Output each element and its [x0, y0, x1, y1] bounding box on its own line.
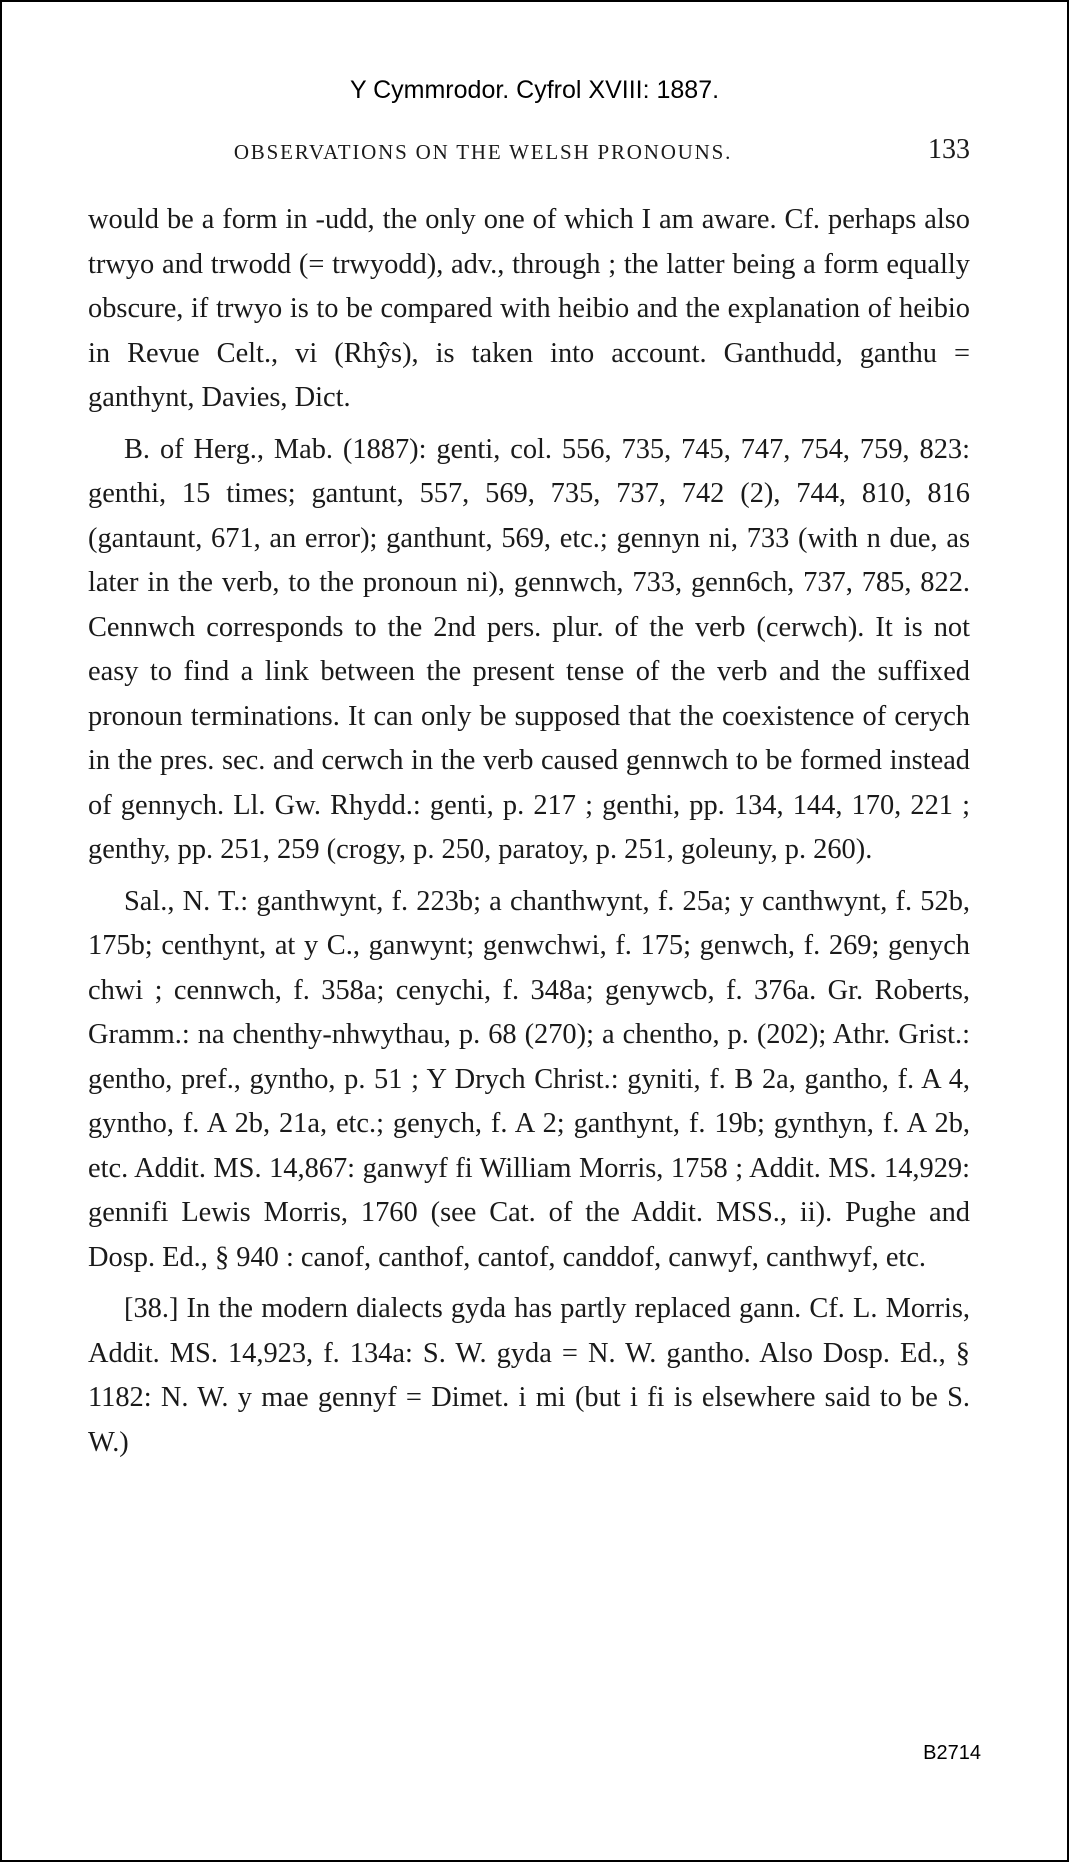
- catalog-number: B2714: [923, 1742, 981, 1764]
- body-text: [88, 198, 970, 1465]
- running-head-title: OBSERVATIONS ON THE WELSH PRONOUNS.: [233, 140, 733, 164]
- archive-title: Y Cymmrodor. Cyfrol XVIII: 1887.: [349, 76, 720, 104]
- paragraph-2: B. of Herg., Mab. (1887): genti, col. 556, 735, 745, 747, 754, 759, 823: genthi, 15 times; gantunt, 557, 569, 735, 737, 742 (2), 744, 810, 816 (gantaunt, 671, an error); ganthunt, 569, etc.; gennyn ni, 733 (with n due, as later in the verb, to the pronoun ni), gennwch, 733, genn6ch, 737, 785, 822. Cennwch corresponds to the 2nd pers. plur. of the verb (cerwch). It is not easy to find a link between the present tense of the verb and the suffixed pronoun terminations. It can only be supposed that the coexistence of cerych in the pres. sec. and cerwch in the verb caused gennwch to be formed instead of gennych. Ll. Gw. Rhydd.: genti, p. 217 ; genthi, pp. 134, 144, 170, 221 ; genthy, pp. 251, 259 (crogy, p. 250, paratoy, p. 251, goleuny, p. 260).: [88, 433, 970, 865]
- paragraph-4: [38.] In the modern dialects gyda has partly replaced gann. Cf. L. Morris, Addit. MS. 14,923, f. 134a: S. W. gyda = N. W. gantho. Also Dosp. Ed., § 1182: N. W. y mae gennyf = Dimet. i mi (but i fi is elsewhere said to be S. W.): [88, 1293, 970, 1458]
- paragraph-3: Sal., N. T.: ganthwynt, f. 223b; a chanthwynt, f. 25a; y canthwynt, f. 52b, 175b; centhynt, at y C., ganwynt; genwchwi, f. 175; genwch, f. 269; genych chwi ; cennwch, f. 358a; cenychi, f. 348a; genywcb, f. 376a. Gr. Roberts, Gramm.: na chenthy-nhwythau, p. 68 (270); a chentho, p. (202); Athr. Grist.: gentho, pref., gyntho, p. 51 ; Y Drych Christ.: gyniti, f. B 2a, gantho, f. A 4, gyntho, f. A 2b, 21a, etc.; genych, f. A 2; ganthynt, f. 19b; gynthyn, f. A 2b, etc. Addit. MS. 14,867: ganwyf fi William Morris, 1758 ; Addit. MS. 14,929: gennifi Lewis Morris, 1760 (see Cat. of the Addit. MSS., ii). Pughe and Dosp. Ed., § 940 : canof, canthof, cantof, canddof, canwyf, canthwyf, etc.: [88, 885, 970, 1273]
- page-number: 133: [928, 134, 970, 165]
- paragraph-1: would be a form in -udd, the only one of which I am aware. Cf. perhaps also trwyo and trwodd (= trwyodd), adv., through ; the latter being a form equally obscure, if trwyo is to be compared with heibio and the explanation of heibio in Revue Celt., vi (Rhŷs), is taken into account. Ganthudd, ganthu = ganthynt, Davies, Dict.: [88, 204, 970, 413]
